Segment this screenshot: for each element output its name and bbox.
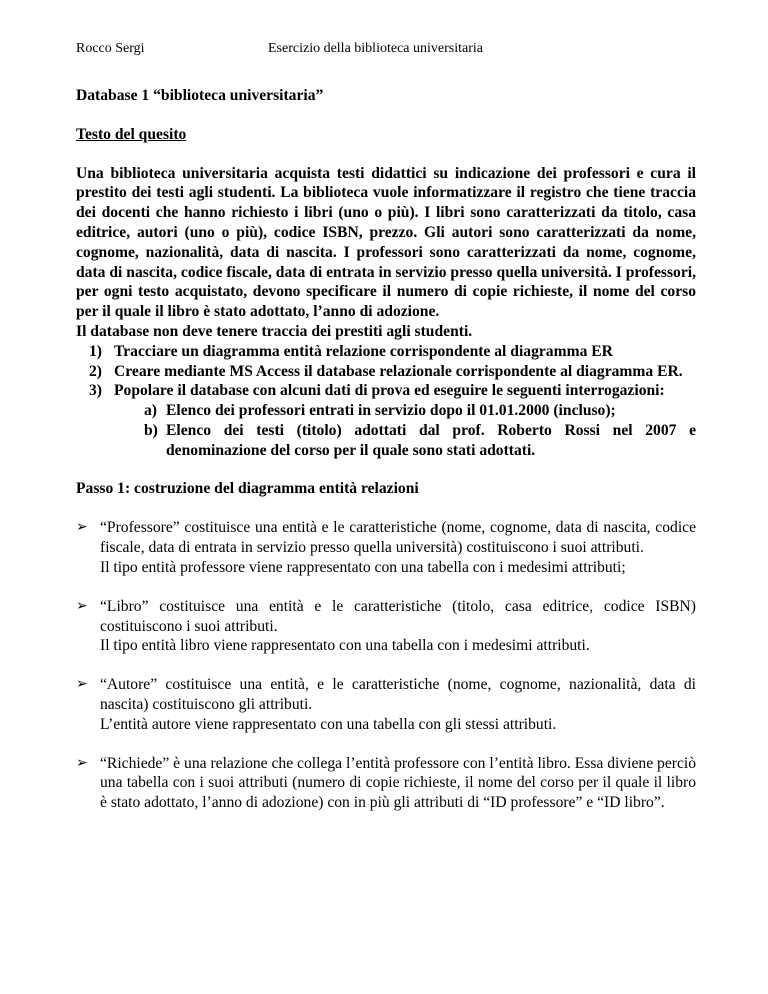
query-letter: b) xyxy=(144,421,158,439)
bullet-text: Il tipo entità libro viene rappresentato con una tabella con i medesimi attributi. xyxy=(100,637,590,655)
header-author: Rocco Sergi xyxy=(76,41,145,56)
bullet-text: “Libro” costituisce una entità e le caratteristiche (titolo, casa editrice, codice ISBN) costituiscono i suoi attributi. xyxy=(100,597,696,635)
bullet-item xyxy=(76,597,696,656)
step1-heading: Passo 1: costruzione del diagramma entità relazioni xyxy=(76,479,419,497)
step-item xyxy=(76,342,696,362)
steps-list xyxy=(76,342,696,401)
bullet-item xyxy=(76,754,696,813)
problem-last-line: Il database non deve tenere traccia dei prestiti agli studenti. xyxy=(76,322,473,340)
database-title: Database 1 “biblioteca universitaria” xyxy=(76,87,324,104)
document-body xyxy=(76,86,696,832)
bullet-text: “Richiede” è una relazione che collega l’entità professore con l’entità libro. Essa diviene perciò una tabella con i suoi attributi (numero di copie richieste, il nome del corso per il quale il libro è stato adottato, l’anno di adozione) con in più gli attributi di “ID professore” e “ID libro”. xyxy=(100,754,696,812)
query-item xyxy=(76,401,696,421)
arrow-bullet-icon: ➢ xyxy=(76,519,88,536)
step-text: Popolare il database con alcuni dati di prova ed eseguire le seguenti interrogazioni: xyxy=(114,382,665,400)
query-text: Elenco dei testi (titolo) adottati dal prof. Roberto Rossi nel 2007 e denominazione del corso per il quale sono stati adottati. xyxy=(166,421,696,459)
arrow-bullet-icon: ➢ xyxy=(76,597,88,614)
section-heading: Testo del quesito xyxy=(76,125,187,143)
bullet-text: Il tipo entità professore viene rappresentato con una tabella con i medesimi attributi; xyxy=(100,558,626,576)
bullet-text: “Professore” costituisce una entità e le caratteristiche (nome, cognome, data di nascita, codice fiscale, data di entrata in servizio presso quella università) costituiscono i suoi attributi. xyxy=(100,519,696,557)
problem-statement xyxy=(76,164,696,461)
step-item xyxy=(76,362,696,382)
step-number: 1) xyxy=(89,342,102,360)
header-title: Esercizio della biblioteca universitaria xyxy=(268,41,483,56)
bullet-item xyxy=(76,518,696,577)
bullet-item xyxy=(76,675,696,734)
step-number: 2) xyxy=(89,362,102,380)
step-text: Tracciare un diagramma entità relazione corrispondente al diagramma ER xyxy=(114,342,613,360)
queries-list xyxy=(76,401,696,460)
step-item xyxy=(76,381,696,401)
entity-bullets xyxy=(76,518,696,813)
bullet-text: L’entità autore viene rappresentato con una tabella con gli stessi attributi. xyxy=(100,715,557,733)
query-text: Elenco dei professori entrati in servizio dopo il 01.01.2000 (incluso); xyxy=(166,402,616,420)
bullet-text: “Autore” costituisce una entità, e le caratteristiche (nome, cognome, nazionalità, data di nascita) costituiscono gli attributi. xyxy=(100,676,696,713)
problem-text: Una biblioteca universitaria acquista testi didattici su indicazione dei professori e cura il prestito dei testi agli studenti. La biblioteca vuole informatizzare il registro che tiene traccia dei docenti che hanno richiesto i libri (uno o più). I libri sono caratterizzati da titolo, casa editrice, autori (uno o più), codice ISBN, prezzo. Gli autori sono caratterizzati da nome, cognome, nazionalità, data di nascita. I professori sono caratterizzati da nome, cognome, data di nascita, codice fiscale, data di entrata in servizio presso quella università. I professori, per ogni testo acquistato, devono specificare il numero di copie richieste, il nome del corso per il quale il libro è stato adottato, l’anno di adozione. xyxy=(76,164,696,321)
arrow-bullet-icon: ➢ xyxy=(76,676,88,693)
query-letter: a) xyxy=(144,402,157,420)
step-text: Creare mediante MS Access il database relazionale corrispondente al diagramma ER. xyxy=(114,362,683,380)
query-item xyxy=(76,421,696,461)
step-number: 3) xyxy=(89,382,102,400)
arrow-bullet-icon: ➢ xyxy=(76,754,88,771)
